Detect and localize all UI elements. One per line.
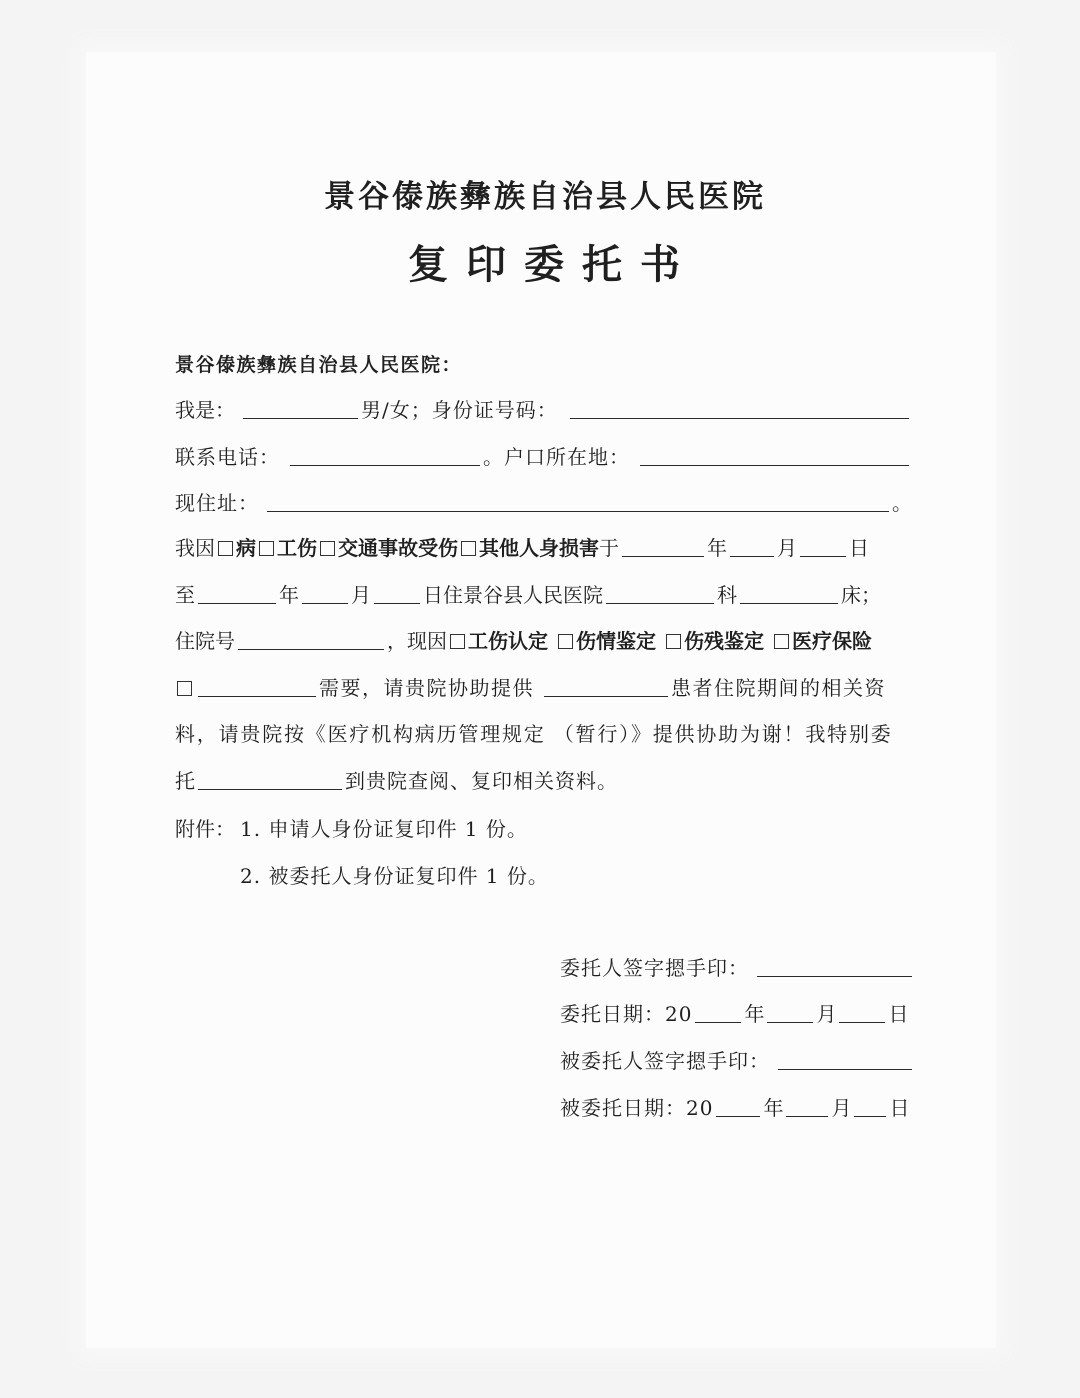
from-year-blank — [622, 537, 704, 557]
year-unit: 年 — [707, 536, 727, 560]
checkbox-injury-assessment — [558, 634, 573, 649]
day-unit: 日 — [849, 536, 869, 560]
from-day-blank — [800, 537, 846, 557]
now-due-label: ，现因 — [387, 629, 447, 653]
from-label: 于 — [599, 536, 619, 560]
delegate-name-blank — [198, 770, 342, 790]
checkbox-illness — [218, 541, 233, 556]
document-title: 复印委托书 — [408, 241, 698, 288]
checkbox-other-purpose — [177, 681, 192, 696]
hospital-title: 景谷傣族彝族自治县人民医院 — [324, 179, 766, 215]
request-line-2 — [175, 720, 912, 746]
to-label: 至 — [175, 583, 195, 607]
hospital-stay-text: 日住景谷县人民医院 — [423, 583, 603, 607]
attachment-line-2 — [240, 862, 912, 888]
address-line — [175, 489, 912, 515]
principal-signature-line — [560, 954, 916, 980]
option-traffic-accident: 交通事故受伤 — [338, 536, 458, 560]
option-medical-insurance: 医疗保险 — [792, 629, 872, 653]
department-blank — [606, 584, 714, 604]
year-unit: 年 — [279, 583, 299, 607]
checkbox-disability-assessment — [666, 634, 681, 649]
principal-date-label: 委托日期：20 — [560, 1002, 693, 1026]
month-unit: 月 — [816, 1002, 837, 1026]
delegate-line — [175, 767, 912, 793]
checkbox-work-injury-assessment — [450, 634, 465, 649]
agent-day-blank — [854, 1097, 886, 1117]
from-month-blank — [730, 537, 774, 557]
agent-date-label: 被委托日期：20 — [560, 1096, 714, 1120]
principal-signature-blank — [757, 957, 912, 977]
year-unit: 年 — [763, 1096, 784, 1120]
request-line-1 — [175, 674, 912, 700]
salutation — [175, 351, 912, 377]
checkbox-medical-insurance — [774, 634, 789, 649]
admission-no-blank — [238, 630, 384, 650]
contact-line — [175, 443, 912, 469]
name-blank — [243, 399, 358, 419]
principal-sign-label: 委托人签字摁手印： — [560, 956, 749, 980]
to-day-blank — [374, 584, 420, 604]
principal-month-blank — [767, 1003, 813, 1023]
stay-line — [175, 581, 912, 607]
delegate-suffix: 到贵院查阅、复印相关资料。 — [345, 769, 618, 793]
principal-day-blank — [839, 1003, 885, 1023]
agent-signature-blank — [778, 1050, 912, 1070]
other-purpose-blank — [198, 677, 316, 697]
to-year-blank — [198, 584, 276, 604]
attachment-line-1 — [175, 815, 912, 841]
patient-text: 患者住院期间的相关资 — [671, 676, 886, 700]
delegate-prefix: 托 — [175, 769, 195, 793]
day-unit: 日 — [888, 1002, 909, 1026]
hukou-label: 。户口所在地： — [483, 445, 630, 469]
reason-prefix: 我因 — [175, 536, 215, 560]
address-blank — [267, 492, 889, 512]
option-work-injury: 工伤 — [277, 536, 317, 560]
admission-no-label: 住院号 — [175, 629, 235, 653]
day-unit: 日 — [889, 1096, 910, 1120]
address-label: 现住址： — [175, 491, 259, 515]
address-end: 。 — [892, 491, 912, 515]
name-label: 我是： — [175, 398, 235, 422]
id-number-blank — [570, 399, 909, 419]
option-disability-assessment: 伤残鉴定 — [684, 629, 764, 653]
bed-blank — [740, 584, 838, 604]
agent-year-blank — [716, 1097, 760, 1117]
hukou-blank — [640, 446, 909, 466]
option-injury-assessment: 伤情鉴定 — [576, 629, 656, 653]
bed-label: 床； — [841, 583, 881, 607]
attachment-item: 2. 被委托人身份证复印件 1 份。 — [240, 864, 549, 888]
salutation-text: 景谷傣族彝族自治县人民医院： — [175, 354, 463, 376]
month-unit: 月 — [351, 583, 371, 607]
reason-line — [175, 534, 912, 560]
year-unit: 年 — [744, 1002, 765, 1026]
principal-date-line — [560, 1000, 916, 1026]
phone-blank — [290, 446, 480, 466]
agent-signature-line — [560, 1047, 916, 1073]
applicant-line — [175, 396, 912, 422]
gender-id-label: 男/女；身份证号码： — [361, 398, 558, 422]
option-work-injury-assessment: 工伤认定 — [468, 629, 548, 653]
option-other-injury: 其他人身损害 — [479, 536, 599, 560]
phone-label: 联系电话： — [175, 445, 280, 469]
attachments-label: 附件： — [175, 817, 235, 841]
request-text: 料，请贵院按《医疗机构病历管理规定 （暂行）》提供协助为谢！我特别委 — [175, 722, 893, 746]
checkbox-work-injury — [259, 541, 274, 556]
need-text: 需要，请贵院协助提供 — [319, 676, 534, 700]
to-month-blank — [302, 584, 348, 604]
agent-month-blank — [786, 1097, 828, 1117]
month-unit: 月 — [777, 536, 797, 560]
department-label: 科 — [717, 583, 737, 607]
agent-sign-label: 被委托人签字摁手印： — [560, 1049, 770, 1073]
month-unit: 月 — [831, 1096, 852, 1120]
provide-blank — [544, 677, 668, 697]
principal-year-blank — [695, 1003, 741, 1023]
agent-date-line — [560, 1094, 916, 1120]
option-illness: 病 — [236, 536, 256, 560]
checkbox-traffic-accident — [320, 541, 335, 556]
purpose-line — [175, 627, 912, 653]
attachment-item: 1. 申请人身份证复印件 1 份。 — [240, 817, 528, 841]
checkbox-other-injury — [461, 541, 476, 556]
